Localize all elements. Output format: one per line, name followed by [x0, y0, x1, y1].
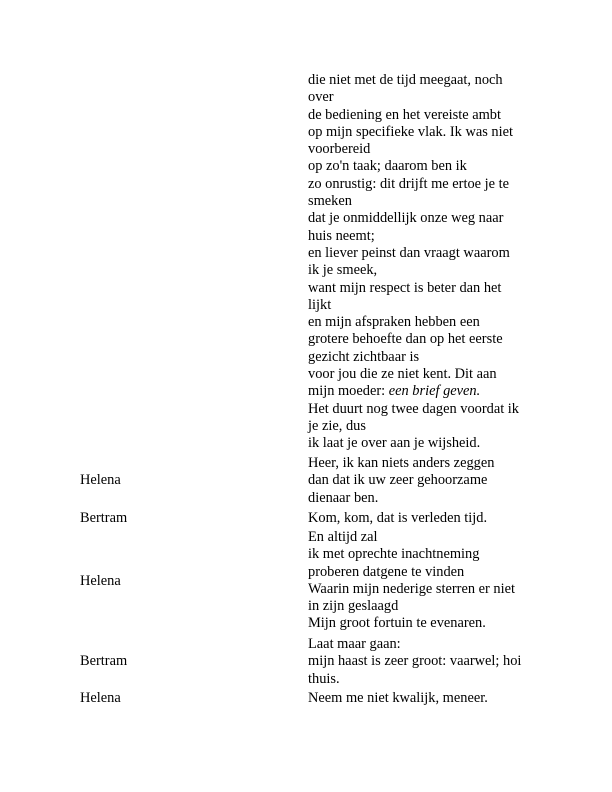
speech-line: ik laat je over aan je wijsheid.: [308, 435, 481, 452]
speech-line: gezicht zichtbaar is: [308, 348, 420, 365]
speech-line: dienaar ben.: [308, 489, 379, 506]
speech-line: je zie, dus: [308, 417, 366, 434]
speech-text: [308, 72, 538, 366]
speaker-name: Bertram: [80, 510, 128, 526]
speech-line: Laat maar gaan:: [308, 636, 401, 652]
speech-line: mijn haast is zeer groot: vaarwel; hoi: [308, 653, 522, 670]
speech-line: Kom, kom, dat is verleden tijd.: [308, 510, 488, 526]
speech-line: Heer, ik kan niets anders zeggen: [308, 455, 495, 471]
speech-line: Neem me niet kwalijk, meneer.: [308, 690, 488, 706]
speech-line: Mijn groot fortuin te evenaren.: [308, 615, 486, 632]
speaker-name: Helena: [80, 573, 121, 589]
speech-line: Waarin mijn nederige sterren er niet: [308, 580, 516, 597]
stage-direction: een brief geven.: [388, 383, 481, 400]
speaker-name: Helena: [80, 690, 121, 706]
speaker-name: Helena: [80, 472, 121, 488]
speech-text: [308, 455, 538, 507]
speech-line: En altijd zal: [308, 529, 378, 545]
speech-line: en liever peinst dan vraagt waarom: [308, 244, 510, 261]
speech-line: die niet met de tijd meegaat, noch: [308, 72, 503, 88]
speech-line-with-direction: [308, 383, 538, 400]
speech-text: [308, 366, 538, 452]
speech-line: thuis.: [308, 670, 340, 687]
speech-line: en mijn afspraken hebben een: [308, 314, 480, 331]
speech-text: [308, 529, 538, 633]
speech-line: over: [308, 89, 334, 106]
speech-fragment: mijn moeder:: [308, 383, 389, 400]
speech-line: voorbereid: [308, 141, 371, 158]
speech-line: proberen datgene te vinden: [308, 563, 465, 580]
speech-text: [308, 690, 538, 707]
speech-line: ik je smeek,: [308, 262, 378, 279]
speaker-name: Bertram: [80, 653, 128, 669]
speech-line: dat je onmiddellijk onze weg naar: [308, 210, 504, 227]
speech-line: op mijn specifieke vlak. Ik was niet: [308, 123, 514, 140]
speech-text: [308, 636, 538, 688]
speech-line: de bediening en het vereiste ambt: [308, 106, 502, 123]
speech-line: grotere behoefte dan op het eerste: [308, 331, 503, 348]
speech-line: voor jou die ze niet kent. Dit aan: [308, 366, 497, 382]
speech-line: smeken: [308, 193, 352, 210]
speech-line: dan dat ik uw zeer gehoorzame: [308, 472, 488, 489]
speech-line: want mijn respect is beter dan het: [308, 279, 502, 296]
speech-line: in zijn geslaagd: [308, 598, 399, 615]
speech-text: [308, 510, 538, 527]
speech-line: ik met oprechte inachtneming: [308, 546, 480, 563]
speech-line: op zo'n taak; daarom ben ik: [308, 158, 467, 175]
speech-line: huis neemt;: [308, 227, 375, 244]
speech-line: zo onrustig: dit drijft me ertoe je te: [308, 175, 510, 192]
speech-line: Het duurt nog twee dagen voordat ik: [308, 400, 520, 417]
speech-line: lijkt: [308, 296, 332, 313]
